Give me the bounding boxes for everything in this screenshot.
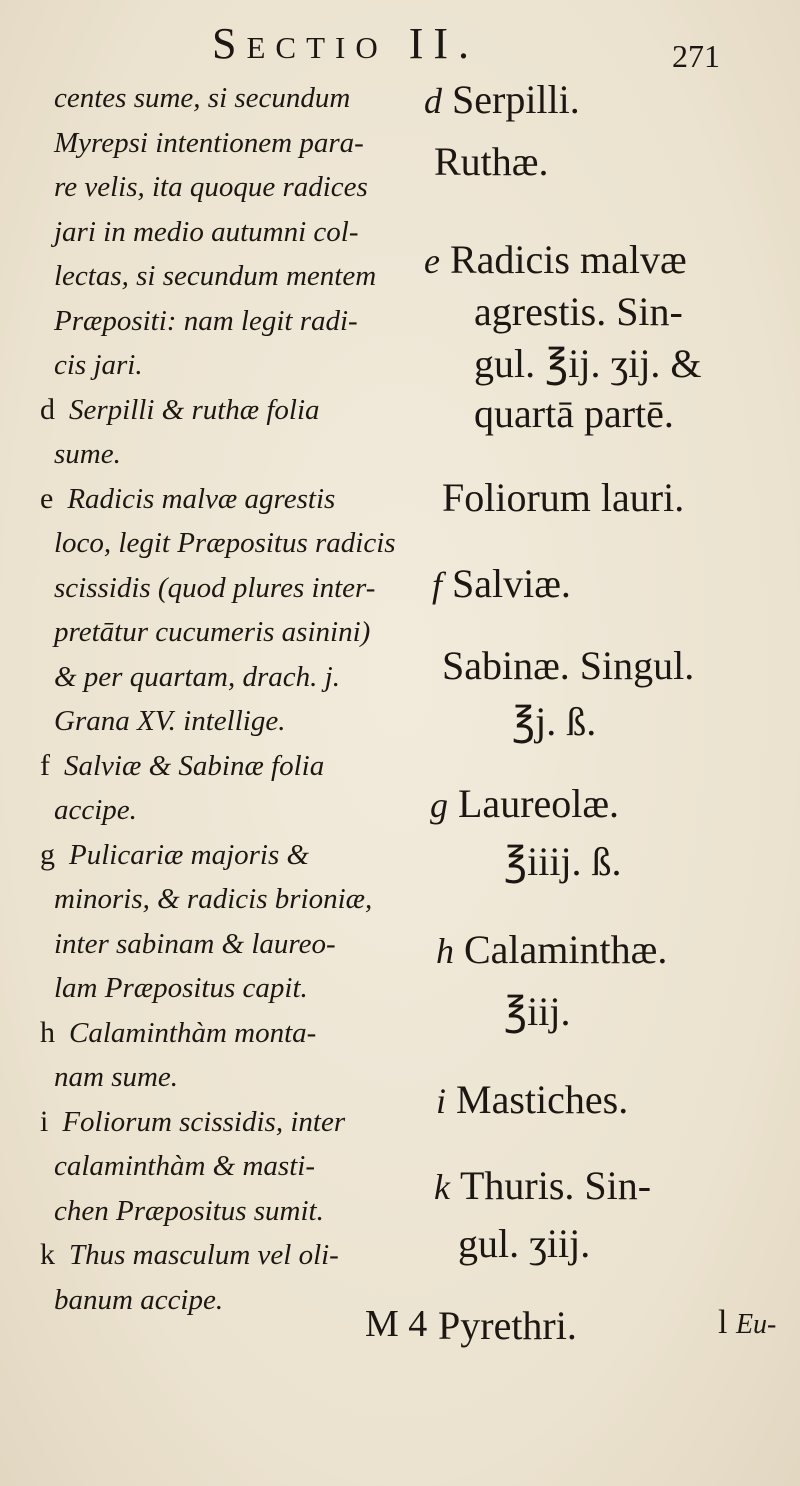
recipe-row	[424, 236, 687, 283]
commentary-text: pretātur cucumeris asinini)	[54, 616, 371, 648]
commentary-line	[40, 1189, 412, 1234]
ref-letter: e	[424, 241, 440, 281]
commentary-line	[40, 1055, 412, 1100]
recipe-row	[464, 390, 674, 437]
note-letter: e	[40, 481, 54, 515]
commentary-text: Grana XV. intellige.	[54, 705, 286, 737]
recipe-row	[448, 1220, 590, 1267]
recipe-row	[464, 288, 683, 335]
note-letter: h	[40, 1015, 55, 1049]
recipe-row	[464, 340, 702, 387]
commentary-line	[40, 388, 412, 433]
recipe-text: gul. ʒiij.	[458, 1221, 591, 1266]
recipe-row	[494, 988, 570, 1035]
commentary-text: Salviæ & Sabinæ folia	[64, 749, 325, 782]
commentary-line	[40, 922, 412, 967]
note-letter: k	[40, 1238, 55, 1271]
note-letter: d	[40, 392, 55, 426]
ref-letter: g	[430, 785, 448, 825]
recipe-text: Calaminthæ.	[464, 927, 668, 972]
running-title: Sectio II.	[212, 19, 480, 68]
recipe-text: Mastiches.	[456, 1077, 629, 1122]
catchword	[718, 1304, 776, 1342]
commentary-text: loco, legit Præpositus radicis	[54, 527, 396, 559]
commentary-text: lam Præpositus capit.	[54, 972, 308, 1004]
commentary-text: banum accipe.	[54, 1283, 224, 1316]
commentary-text: Præpositi: nam legit radi-	[54, 304, 358, 337]
recipe-text: ℥j. ß.	[512, 699, 597, 744]
recipe-row	[436, 926, 667, 973]
commentary-line	[40, 655, 412, 700]
commentary-line	[40, 76, 412, 121]
commentary-line	[40, 432, 412, 477]
recipe-row	[502, 698, 596, 745]
ref-letter: i	[436, 1081, 447, 1121]
commentary-line	[40, 521, 412, 566]
commentary-line	[40, 744, 412, 789]
recipe-row	[424, 76, 580, 123]
recipe-row	[424, 138, 548, 185]
commentary-text: inter sabinam & laureo-	[54, 927, 336, 960]
commentary-text: scissidis (quod plures inter-	[54, 571, 376, 604]
commentary-text: Radicis malvæ agrestis	[67, 482, 336, 515]
commentary-text: calaminthàm & masti-	[54, 1150, 315, 1182]
commentary-text: accipe.	[54, 794, 137, 826]
recipe-text: ℥iij.	[504, 989, 571, 1034]
commentary-line	[40, 477, 412, 522]
recipe-row	[432, 642, 694, 689]
recipe-text: Salviæ.	[452, 561, 571, 606]
recipe-text: agrestis. Sin-	[474, 289, 683, 334]
commentary-text: re velis, ita quoque radices	[54, 171, 368, 203]
commentary-line	[40, 299, 412, 344]
recipe-text: quartā partē.	[474, 391, 674, 436]
note-letter: i	[40, 1104, 49, 1138]
ref-letter: d	[424, 81, 442, 121]
recipe-text: Sabinæ. Singul.	[442, 643, 695, 688]
ref-letter: h	[436, 931, 454, 971]
page-header	[0, 18, 800, 74]
commentary-text: Myrepsi intentionem para-	[54, 126, 364, 159]
signature-mark: M 4	[365, 1303, 428, 1345]
commentary-text: lectas, si secundum mentem	[54, 260, 377, 292]
commentary-text: cis jari.	[54, 349, 143, 381]
recipe-text: Radicis malvæ	[449, 237, 687, 282]
ref-letter: f	[432, 565, 443, 605]
commentary-column	[40, 76, 412, 1322]
commentary-text: sume.	[54, 438, 121, 470]
commentary-text: Pulicariæ majoris &	[69, 838, 310, 871]
commentary-text: centes sume, si secundum	[54, 82, 351, 114]
recipe-text: Thuris. Sin-	[459, 1163, 652, 1208]
recipe-row	[436, 1076, 628, 1123]
commentary-line	[40, 699, 412, 744]
recipe-row	[432, 560, 571, 607]
page-number: 271	[672, 38, 720, 74]
recipe-text: ℥iiij. ß.	[504, 839, 622, 884]
commentary-text: chen Præpositus sumit.	[54, 1194, 324, 1227]
recipe-row	[434, 1162, 651, 1209]
commentary-text: Calaminthàm monta-	[69, 1016, 317, 1049]
recipe-text: Foliorum lauri.	[442, 475, 685, 520]
commentary-line	[40, 966, 412, 1011]
commentary-line	[40, 1144, 412, 1189]
catchword-word: Eu-	[735, 1309, 777, 1340]
page-footer	[0, 1302, 800, 1352]
commentary-line	[40, 833, 412, 878]
ref-letter: k	[434, 1167, 450, 1207]
commentary-text: minoris, & radicis brioniæ,	[54, 883, 373, 915]
recipe-text: Pyrethri.	[438, 1303, 577, 1348]
commentary-line	[40, 788, 412, 833]
commentary-text: Thus masculum vel oli-	[69, 1239, 339, 1271]
commentary-line	[40, 1233, 412, 1278]
note-letter: g	[40, 837, 55, 871]
note-letter: f	[40, 748, 50, 782]
recipe-row	[430, 780, 619, 827]
recipe-text: Ruthæ.	[434, 139, 549, 184]
commentary-line	[40, 610, 412, 655]
commentary-line	[40, 1100, 412, 1145]
commentary-line	[40, 1011, 412, 1056]
commentary-line	[40, 877, 412, 922]
recipe-row	[494, 838, 622, 885]
recipe-text: gul. ℥ij. ʒij. &	[474, 341, 702, 386]
commentary-line	[40, 165, 412, 210]
commentary-text: Serpilli & ruthæ folia	[69, 393, 320, 426]
commentary-text: nam sume.	[54, 1061, 179, 1093]
commentary-line	[40, 210, 412, 255]
catchword-letter: l	[718, 1304, 728, 1341]
commentary-line	[40, 343, 412, 388]
commentary-text: jari in medio autumni col-	[54, 215, 359, 248]
commentary-text: Foliorum scissidis, inter	[62, 1105, 346, 1138]
commentary-line	[40, 121, 412, 166]
recipe-text: Serpilli.	[452, 77, 580, 122]
recipe-row	[432, 474, 684, 521]
commentary-line	[40, 566, 412, 611]
commentary-line	[40, 254, 412, 299]
commentary-text: & per quartam, drach. j.	[54, 660, 340, 693]
recipe-text: Laureolæ.	[458, 781, 620, 826]
